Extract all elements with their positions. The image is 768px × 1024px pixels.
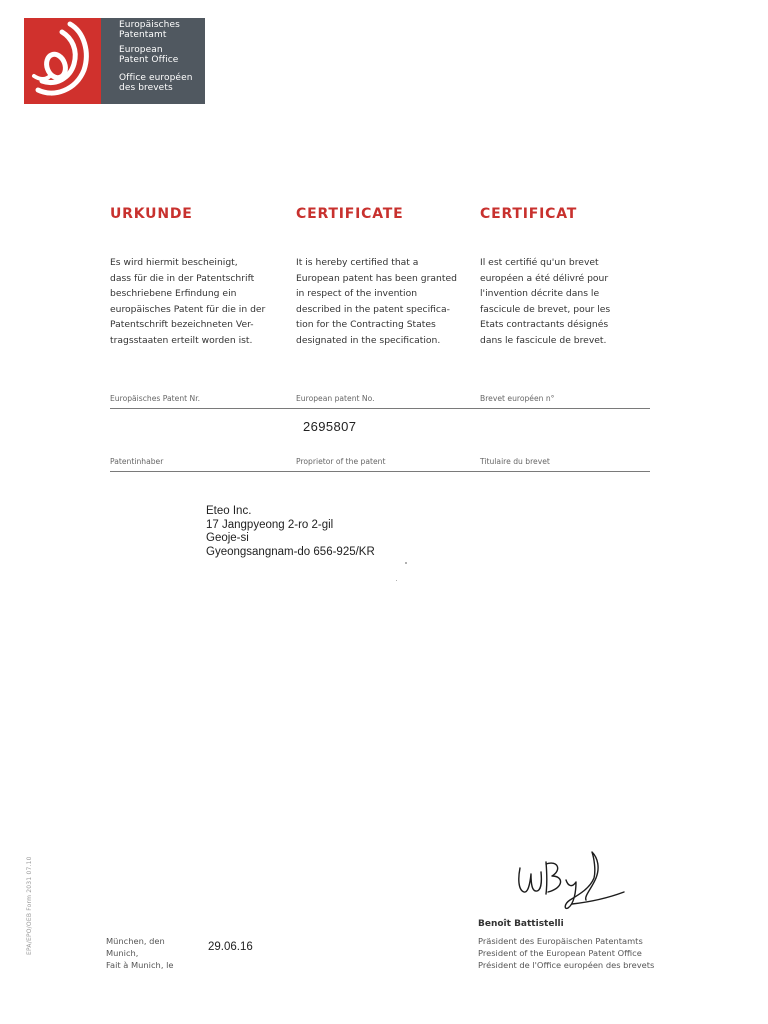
- epo-logo-mark: [24, 18, 101, 104]
- signer-titles: [478, 935, 654, 971]
- text-line: tragsstaaten erteilt worden ist.: [110, 334, 253, 346]
- proprietor-address: [206, 505, 375, 559]
- patent-no-label-english: European patent No.: [296, 394, 375, 403]
- patent-no-label-german: Europäisches Patent Nr.: [110, 394, 201, 403]
- signer-title-line: Président de l'Office européen des brevets: [478, 960, 655, 970]
- text-line: It is hereby certified that a: [296, 257, 419, 268]
- divider: [110, 408, 650, 409]
- text-line: dans le fascicule de brevet.: [480, 334, 607, 346]
- place-of-issue: [106, 935, 174, 971]
- address-line: Geoje-si: [206, 532, 249, 544]
- text-line: tion for the Contracting States: [296, 319, 436, 330]
- logo-text-line: Patentamt: [119, 30, 167, 40]
- logo-text-line: European: [119, 45, 163, 55]
- proprietor-label-english: Proprietor of the patent: [296, 457, 386, 466]
- epo-arcs-icon: [24, 18, 101, 104]
- certification-text-german: [110, 255, 265, 348]
- text-line: European patent has been granted: [296, 272, 457, 284]
- logo-text-line: Patent Office: [119, 55, 179, 65]
- signer-name: Benoît Battistelli: [478, 919, 564, 929]
- patent-number: 2695807: [303, 419, 357, 434]
- epo-logo-text-block: [101, 18, 205, 104]
- text-line: europäisches Patent für die in der: [110, 303, 266, 315]
- signer-title-line: Präsident des Europäischen Patentamts: [478, 936, 643, 946]
- text-line: beschriebene Erfindung ein: [110, 288, 237, 299]
- heading-german: URKUNDE: [110, 206, 193, 222]
- heading-french: CERTIFICAT: [480, 206, 578, 222]
- proprietor-label-french: Titulaire du brevet: [480, 457, 550, 466]
- text-line: designated in the specification.: [296, 334, 441, 346]
- place-line: Munich,: [106, 948, 139, 958]
- place-line: München, den: [106, 936, 165, 946]
- certification-text-french: [480, 255, 610, 348]
- text-line: européen a été délivré pour: [480, 272, 609, 284]
- text-line: Es wird hiermit bescheinigt,: [110, 257, 238, 268]
- issue-date: 29.06.16: [208, 941, 253, 953]
- address-line: Gyeongsangnam-do 656-925/KR: [206, 545, 375, 558]
- scan-speck: [405, 562, 407, 564]
- text-line: l'invention décrite dans le: [480, 288, 600, 299]
- certification-text-english: [296, 255, 457, 348]
- divider: [110, 471, 650, 472]
- logo-text-line: Office européen: [119, 73, 193, 83]
- handwritten-signature: [510, 848, 630, 912]
- text-line: dass für die in der Patentschrift: [110, 272, 255, 284]
- signer-title-line: President of the European Patent Office: [478, 948, 642, 958]
- heading-english: CERTIFICATE: [296, 206, 404, 222]
- text-line: described in the patent specifica-: [296, 303, 450, 315]
- logo-text-line: Europäisches: [119, 20, 180, 30]
- address-line: 17 Jangpyeong 2-ro 2-gil: [206, 518, 334, 531]
- text-line: Patentschrift bezeichneten Ver-: [110, 319, 254, 330]
- text-line: Etats contractants désignés: [480, 319, 609, 330]
- scan-speck: [396, 580, 397, 581]
- patent-no-label-french: Brevet européen n°: [480, 394, 555, 403]
- form-code: EPA/EPO/OEB Form 2031 07.10: [26, 856, 33, 955]
- proprietor-label-german: Patentinhaber: [110, 457, 164, 466]
- text-line: in respect of the invention: [296, 288, 418, 299]
- text-line: fascicule de brevet, pour les: [480, 303, 611, 315]
- logo-text-line: des brevets: [119, 83, 173, 93]
- address-line: Eteo Inc.: [206, 505, 252, 517]
- text-line: Il est certifié qu'un brevet: [480, 257, 599, 268]
- place-line: Fait à Munich, le: [106, 960, 174, 970]
